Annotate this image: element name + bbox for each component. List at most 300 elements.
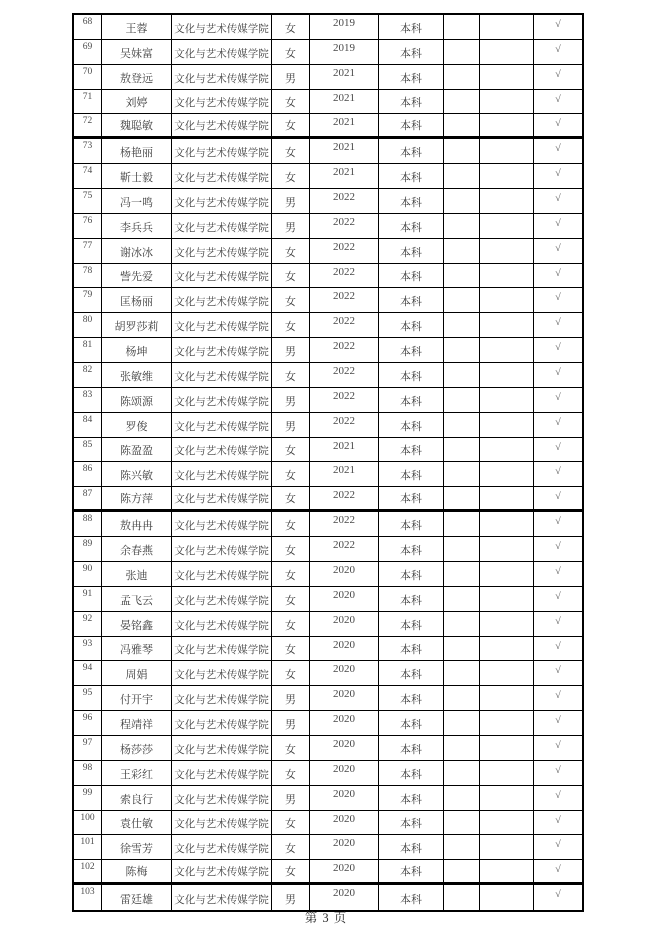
cell-check-row-101: √ xyxy=(534,835,582,860)
cell-college-row-79: 文化与艺术传媒学院 xyxy=(172,288,272,313)
cell-degree-row-75: 本科 xyxy=(379,189,444,214)
cell-blank2-row-74 xyxy=(480,164,534,189)
cell-check-row-76: √ xyxy=(534,214,582,239)
cell-gender-row-76: 男 xyxy=(272,214,310,239)
cell-gender-row-75: 男 xyxy=(272,189,310,214)
cell-gender-row-70: 男 xyxy=(272,65,310,90)
cell-blank2-row-79 xyxy=(480,288,534,313)
cell-degree-row-72: 本科 xyxy=(379,114,444,139)
cell-blank2-row-95 xyxy=(480,686,534,711)
cell-degree-row-81: 本科 xyxy=(379,338,444,363)
cell-name-row-74: 靳士毅 xyxy=(102,164,172,189)
cell-degree-row-76: 本科 xyxy=(379,214,444,239)
cell-name-row-103: 雷廷雄 xyxy=(102,885,172,910)
cell-college-row-103: 文化与艺术传媒学院 xyxy=(172,885,272,910)
cell-degree-row-99: 本科 xyxy=(379,786,444,811)
cell-college-row-93: 文化与艺术传媒学院 xyxy=(172,637,272,662)
cell-num-row-73: 73 xyxy=(74,139,102,164)
cell-blank2-row-76 xyxy=(480,214,534,239)
cell-year-row-76: 2022 xyxy=(310,214,379,239)
cell-num-row-70: 70 xyxy=(74,65,102,90)
cell-blank1-row-85 xyxy=(444,438,480,463)
cell-gender-row-91: 女 xyxy=(272,587,310,612)
cell-year-row-69: 2019 xyxy=(310,40,379,65)
cell-blank1-row-88 xyxy=(444,512,480,537)
cell-blank1-row-96 xyxy=(444,711,480,736)
cell-gender-row-100: 女 xyxy=(272,811,310,836)
cell-degree-row-70: 本科 xyxy=(379,65,444,90)
cell-check-row-98: √ xyxy=(534,761,582,786)
cell-num-row-76: 76 xyxy=(74,214,102,239)
cell-gender-row-86: 女 xyxy=(272,462,310,487)
cell-degree-row-97: 本科 xyxy=(379,736,444,761)
cell-gender-row-81: 男 xyxy=(272,338,310,363)
cell-blank1-row-75 xyxy=(444,189,480,214)
cell-name-row-97: 杨莎莎 xyxy=(102,736,172,761)
cell-college-row-100: 文化与艺术传媒学院 xyxy=(172,811,272,836)
cell-blank2-row-69 xyxy=(480,40,534,65)
cell-year-row-73: 2021 xyxy=(310,139,379,164)
cell-degree-row-69: 本科 xyxy=(379,40,444,65)
cell-name-row-100: 袁仕敏 xyxy=(102,811,172,836)
cell-year-row-83: 2022 xyxy=(310,388,379,413)
cell-gender-row-97: 女 xyxy=(272,736,310,761)
cell-year-row-80: 2022 xyxy=(310,313,379,338)
cell-college-row-72: 文化与艺术传媒学院 xyxy=(172,114,272,139)
cell-check-row-74: √ xyxy=(534,164,582,189)
cell-year-row-95: 2020 xyxy=(310,686,379,711)
cell-degree-row-96: 本科 xyxy=(379,711,444,736)
cell-check-row-85: √ xyxy=(534,438,582,463)
cell-college-row-95: 文化与艺术传媒学院 xyxy=(172,686,272,711)
cell-degree-row-74: 本科 xyxy=(379,164,444,189)
cell-blank2-row-96 xyxy=(480,711,534,736)
cell-num-row-72: 72 xyxy=(74,114,102,139)
cell-check-row-96: √ xyxy=(534,711,582,736)
cell-num-row-88: 88 xyxy=(74,512,102,537)
cell-name-row-98: 王彩红 xyxy=(102,761,172,786)
cell-gender-row-102: 女 xyxy=(272,860,310,885)
cell-blank1-row-84 xyxy=(444,413,480,438)
cell-check-row-83: √ xyxy=(534,388,582,413)
cell-check-row-70: √ xyxy=(534,65,582,90)
cell-num-row-97: 97 xyxy=(74,736,102,761)
cell-college-row-98: 文化与艺术传媒学院 xyxy=(172,761,272,786)
cell-college-row-68: 文化与艺术传媒学院 xyxy=(172,15,272,40)
cell-name-row-70: 敖登远 xyxy=(102,65,172,90)
cell-blank2-row-83 xyxy=(480,388,534,413)
cell-blank2-row-70 xyxy=(480,65,534,90)
cell-blank2-row-94 xyxy=(480,661,534,686)
cell-num-row-79: 79 xyxy=(74,288,102,313)
cell-blank1-row-100 xyxy=(444,811,480,836)
cell-blank1-row-103 xyxy=(444,885,480,910)
cell-check-row-84: √ xyxy=(534,413,582,438)
cell-college-row-80: 文化与艺术传媒学院 xyxy=(172,313,272,338)
cell-blank2-row-99 xyxy=(480,786,534,811)
cell-num-row-101: 101 xyxy=(74,835,102,860)
cell-blank2-row-81 xyxy=(480,338,534,363)
cell-blank2-row-68 xyxy=(480,15,534,40)
cell-name-row-84: 罗俊 xyxy=(102,413,172,438)
cell-num-row-87: 87 xyxy=(74,487,102,512)
cell-year-row-70: 2021 xyxy=(310,65,379,90)
cell-check-row-79: √ xyxy=(534,288,582,313)
cell-degree-row-86: 本科 xyxy=(379,462,444,487)
cell-blank2-row-72 xyxy=(480,114,534,139)
cell-year-row-96: 2020 xyxy=(310,711,379,736)
cell-num-row-71: 71 xyxy=(74,90,102,115)
cell-year-row-94: 2020 xyxy=(310,661,379,686)
cell-blank2-row-87 xyxy=(480,487,534,512)
cell-year-row-75: 2022 xyxy=(310,189,379,214)
cell-check-row-82: √ xyxy=(534,363,582,388)
cell-blank2-row-100 xyxy=(480,811,534,836)
cell-num-row-75: 75 xyxy=(74,189,102,214)
cell-gender-row-90: 女 xyxy=(272,562,310,587)
cell-year-row-101: 2020 xyxy=(310,835,379,860)
cell-blank1-row-68 xyxy=(444,15,480,40)
cell-blank2-row-97 xyxy=(480,736,534,761)
cell-num-row-92: 92 xyxy=(74,612,102,637)
cell-year-row-71: 2021 xyxy=(310,90,379,115)
cell-year-row-87: 2022 xyxy=(310,487,379,512)
cell-check-row-78: √ xyxy=(534,264,582,289)
cell-check-row-77: √ xyxy=(534,239,582,264)
cell-college-row-91: 文化与艺术传媒学院 xyxy=(172,587,272,612)
cell-num-row-103: 103 xyxy=(74,885,102,910)
cell-name-row-99: 索良行 xyxy=(102,786,172,811)
cell-blank2-row-71 xyxy=(480,90,534,115)
cell-college-row-70: 文化与艺术传媒学院 xyxy=(172,65,272,90)
cell-name-row-90: 张迪 xyxy=(102,562,172,587)
cell-blank2-row-75 xyxy=(480,189,534,214)
cell-name-row-92: 晏铭鑫 xyxy=(102,612,172,637)
cell-year-row-72: 2021 xyxy=(310,114,379,139)
cell-name-row-87: 陈方萍 xyxy=(102,487,172,512)
cell-gender-row-80: 女 xyxy=(272,313,310,338)
cell-check-row-90: √ xyxy=(534,562,582,587)
cell-num-row-78: 78 xyxy=(74,264,102,289)
cell-degree-row-100: 本科 xyxy=(379,811,444,836)
cell-name-row-86: 陈兴敏 xyxy=(102,462,172,487)
cell-blank1-row-102 xyxy=(444,860,480,885)
cell-college-row-102: 文化与艺术传媒学院 xyxy=(172,860,272,885)
cell-gender-row-72: 女 xyxy=(272,114,310,139)
cell-year-row-93: 2020 xyxy=(310,637,379,662)
cell-num-row-84: 84 xyxy=(74,413,102,438)
cell-college-row-71: 文化与艺术传媒学院 xyxy=(172,90,272,115)
cell-blank1-row-71 xyxy=(444,90,480,115)
cell-blank1-row-69 xyxy=(444,40,480,65)
cell-num-row-68: 68 xyxy=(74,15,102,40)
cell-name-row-96: 程靖祥 xyxy=(102,711,172,736)
cell-name-row-95: 付开宇 xyxy=(102,686,172,711)
cell-college-row-89: 文化与艺术传媒学院 xyxy=(172,537,272,562)
cell-college-row-97: 文化与艺术传媒学院 xyxy=(172,736,272,761)
page-number-footer: 第 3 页 xyxy=(304,911,348,925)
cell-name-row-88: 敖冉冉 xyxy=(102,512,172,537)
cell-name-row-80: 胡罗莎莉 xyxy=(102,313,172,338)
cell-gender-row-73: 女 xyxy=(272,139,310,164)
cell-degree-row-77: 本科 xyxy=(379,239,444,264)
cell-year-row-82: 2022 xyxy=(310,363,379,388)
cell-gender-row-101: 女 xyxy=(272,835,310,860)
cell-name-row-102: 陈梅 xyxy=(102,860,172,885)
cell-name-row-76: 李兵兵 xyxy=(102,214,172,239)
cell-blank1-row-93 xyxy=(444,637,480,662)
cell-blank1-row-86 xyxy=(444,462,480,487)
cell-check-row-95: √ xyxy=(534,686,582,711)
cell-name-row-68: 王蓉 xyxy=(102,15,172,40)
cell-num-row-95: 95 xyxy=(74,686,102,711)
cell-degree-row-102: 本科 xyxy=(379,860,444,885)
cell-check-row-103: √ xyxy=(555,889,561,901)
cell-num-row-77: 77 xyxy=(74,239,102,264)
cell-gender-row-68: 女 xyxy=(272,15,310,40)
cell-name-row-73: 杨艳丽 xyxy=(102,139,172,164)
cell-num-row-69: 69 xyxy=(74,40,102,65)
cell-num-row-96: 96 xyxy=(74,711,102,736)
cell-check-row-72: √ xyxy=(534,114,582,139)
cell-check-row-92: √ xyxy=(534,612,582,637)
cell-college-row-73: 文化与艺术传媒学院 xyxy=(172,139,272,164)
cell-name-row-93: 冯雅琴 xyxy=(102,637,172,662)
cell-num-row-94: 94 xyxy=(74,661,102,686)
cell-degree-row-88: 本科 xyxy=(379,512,444,537)
cell-college-row-87: 文化与艺术传媒学院 xyxy=(172,487,272,512)
cell-year-row-98: 2020 xyxy=(310,761,379,786)
cell-blank2-row-78 xyxy=(480,264,534,289)
cell-blank1-row-91 xyxy=(444,587,480,612)
cell-college-row-101: 文化与艺术传媒学院 xyxy=(172,835,272,860)
cell-gender-row-87: 女 xyxy=(272,487,310,512)
cell-degree-row-79: 本科 xyxy=(379,288,444,313)
cell-degree-row-82: 本科 xyxy=(379,363,444,388)
cell-college-row-94: 文化与艺术传媒学院 xyxy=(172,661,272,686)
cell-num-row-99: 99 xyxy=(74,786,102,811)
cell-blank1-row-99 xyxy=(444,786,480,811)
cell-college-row-74: 文化与艺术传媒学院 xyxy=(172,164,272,189)
cell-blank2-row-84 xyxy=(480,413,534,438)
cell-gender-row-69: 女 xyxy=(272,40,310,65)
cell-college-row-76: 文化与艺术传媒学院 xyxy=(172,214,272,239)
cell-college-row-86: 文化与艺术传媒学院 xyxy=(172,462,272,487)
cell-degree-row-94: 本科 xyxy=(379,661,444,686)
cell-check-row-91: √ xyxy=(534,587,582,612)
cell-degree-row-90: 本科 xyxy=(379,562,444,587)
cell-year-row-88: 2022 xyxy=(310,512,379,537)
cell-name-row-83: 陈颂源 xyxy=(102,388,172,413)
cell-year-row-68: 2019 xyxy=(310,15,379,40)
cell-degree-row-103: 本科 xyxy=(379,885,444,910)
cell-degree-row-71: 本科 xyxy=(379,90,444,115)
cell-year-row-77: 2022 xyxy=(310,239,379,264)
cell-blank1-row-82 xyxy=(444,363,480,388)
cell-college-row-83: 文化与艺术传媒学院 xyxy=(172,388,272,413)
cell-name-row-75: 冯一鸣 xyxy=(102,189,172,214)
cell-blank2-row-85 xyxy=(480,438,534,463)
cell-year-row-91: 2020 xyxy=(310,587,379,612)
cell-blank1-row-72 xyxy=(444,114,480,139)
student-roster-table xyxy=(72,13,584,912)
cell-year-row-89: 2022 xyxy=(310,537,379,562)
cell-blank2-row-88 xyxy=(480,512,534,537)
cell-gender-row-94: 女 xyxy=(272,661,310,686)
cell-blank2-row-101 xyxy=(480,835,534,860)
cell-college-row-84: 文化与艺术传媒学院 xyxy=(172,413,272,438)
cell-name-row-91: 孟飞云 xyxy=(102,587,172,612)
cell-num-row-80: 80 xyxy=(74,313,102,338)
cell-num-row-83: 83 xyxy=(74,388,102,413)
cell-check-row-68: √ xyxy=(534,15,582,40)
cell-gender-row-96: 男 xyxy=(272,711,310,736)
cell-college-row-82: 文化与艺术传媒学院 xyxy=(172,363,272,388)
cell-blank2-row-90 xyxy=(480,562,534,587)
cell-blank1-row-80 xyxy=(444,313,480,338)
cell-check-row-100: √ xyxy=(534,811,582,836)
cell-blank1-row-83 xyxy=(444,388,480,413)
cell-gender-row-98: 女 xyxy=(272,761,310,786)
cell-college-row-92: 文化与艺术传媒学院 xyxy=(172,612,272,637)
cell-year-row-81: 2022 xyxy=(310,338,379,363)
cell-degree-row-73: 本科 xyxy=(379,139,444,164)
cell-blank2-row-92 xyxy=(480,612,534,637)
cell-check-row-94: √ xyxy=(534,661,582,686)
cell-blank2-row-82 xyxy=(480,363,534,388)
cell-year-row-86: 2021 xyxy=(310,462,379,487)
cell-year-row-100: 2020 xyxy=(310,811,379,836)
cell-degree-row-78: 本科 xyxy=(379,264,444,289)
cell-blank1-row-101 xyxy=(444,835,480,860)
cell-degree-row-87: 本科 xyxy=(379,487,444,512)
cell-blank1-row-78 xyxy=(444,264,480,289)
cell-gender-row-88: 女 xyxy=(272,512,310,537)
cell-gender-row-85: 女 xyxy=(272,438,310,463)
cell-blank1-row-73 xyxy=(444,139,480,164)
cell-degree-row-93: 本科 xyxy=(379,637,444,662)
cell-blank1-row-81 xyxy=(444,338,480,363)
cell-college-row-69: 文化与艺术传媒学院 xyxy=(172,40,272,65)
cell-num-row-82: 82 xyxy=(74,363,102,388)
cell-college-row-78: 文化与艺术传媒学院 xyxy=(172,264,272,289)
cell-name-row-79: 匡杨丽 xyxy=(102,288,172,313)
cell-college-row-99: 文化与艺术传媒学院 xyxy=(172,786,272,811)
cell-check-row-99: √ xyxy=(534,786,582,811)
cell-degree-row-85: 本科 xyxy=(379,438,444,463)
cell-blank2-row-93 xyxy=(480,637,534,662)
cell-blank1-row-94 xyxy=(444,661,480,686)
cell-blank1-row-87 xyxy=(444,487,480,512)
cell-college-row-85: 文化与艺术传媒学院 xyxy=(172,438,272,463)
cell-check-row-87: √ xyxy=(534,487,582,512)
cell-blank2-row-102 xyxy=(480,860,534,885)
cell-name-row-89: 余春燕 xyxy=(102,537,172,562)
cell-blank1-row-76 xyxy=(444,214,480,239)
cell-degree-row-83: 本科 xyxy=(379,388,444,413)
cell-gender-row-82: 女 xyxy=(272,363,310,388)
cell-name-row-72: 魏聪敏 xyxy=(102,114,172,139)
cell-year-row-74: 2021 xyxy=(310,164,379,189)
cell-degree-row-101: 本科 xyxy=(379,835,444,860)
cell-year-row-78: 2022 xyxy=(310,264,379,289)
cell-gender-row-71: 女 xyxy=(272,90,310,115)
cell-degree-row-84: 本科 xyxy=(379,413,444,438)
cell-check-row-89: √ xyxy=(534,537,582,562)
cell-num-row-98: 98 xyxy=(74,761,102,786)
cell-gender-row-89: 女 xyxy=(272,537,310,562)
cell-year-row-99: 2020 xyxy=(310,786,379,811)
cell-num-row-74: 74 xyxy=(74,164,102,189)
cell-name-row-85: 陈盈盈 xyxy=(102,438,172,463)
cell-name-row-78: 訾先爱 xyxy=(102,264,172,289)
cell-gender-row-78: 女 xyxy=(272,264,310,289)
cell-year-row-92: 2020 xyxy=(310,612,379,637)
cell-blank2-row-103 xyxy=(480,885,534,910)
cell-num-row-86: 86 xyxy=(74,462,102,487)
cell-blank1-row-92 xyxy=(444,612,480,637)
cell-blank2-row-91 xyxy=(480,587,534,612)
cell-gender-row-103: 男 xyxy=(272,885,310,910)
cell-gender-row-99: 男 xyxy=(272,786,310,811)
cell-gender-row-79: 女 xyxy=(272,288,310,313)
cell-num-row-81: 81 xyxy=(74,338,102,363)
cell-college-row-75: 文化与艺术传媒学院 xyxy=(172,189,272,214)
cell-gender-row-84: 男 xyxy=(272,413,310,438)
cell-blank1-row-74 xyxy=(444,164,480,189)
cell-year-row-97: 2020 xyxy=(310,736,379,761)
cell-college-row-88: 文化与艺术传媒学院 xyxy=(172,512,272,537)
cell-blank2-row-77 xyxy=(480,239,534,264)
cell-name-row-81: 杨坤 xyxy=(102,338,172,363)
cell-degree-row-98: 本科 xyxy=(379,761,444,786)
cell-blank1-row-89 xyxy=(444,537,480,562)
cell-name-row-69: 吴妹富 xyxy=(102,40,172,65)
cell-name-row-77: 谢冰冰 xyxy=(102,239,172,264)
cell-degree-row-91: 本科 xyxy=(379,587,444,612)
cell-college-row-77: 文化与艺术传媒学院 xyxy=(172,239,272,264)
cell-blank2-row-98 xyxy=(480,761,534,786)
cell-name-row-82: 张敏维 xyxy=(102,363,172,388)
cell-blank1-row-77 xyxy=(444,239,480,264)
cell-name-row-101: 徐雪芳 xyxy=(102,835,172,860)
cell-year-row-103: 2020 xyxy=(310,885,379,910)
cell-year-row-85: 2021 xyxy=(310,438,379,463)
cell-num-row-102: 102 xyxy=(74,860,102,885)
cell-num-row-90: 90 xyxy=(74,562,102,587)
cell-blank1-row-98 xyxy=(444,761,480,786)
cell-blank1-row-97 xyxy=(444,736,480,761)
cell-num-row-100: 100 xyxy=(74,811,102,836)
cell-blank1-row-70 xyxy=(444,65,480,90)
cell-blank1-row-95 xyxy=(444,686,480,711)
cell-check-row-93: √ xyxy=(534,637,582,662)
cell-degree-row-89: 本科 xyxy=(379,537,444,562)
cell-check-row-102: √ xyxy=(534,860,582,885)
cell-year-row-102: 2020 xyxy=(310,860,379,885)
cell-check-row-75: √ xyxy=(534,189,582,214)
cell-num-row-91: 91 xyxy=(74,587,102,612)
cell-degree-row-80: 本科 xyxy=(379,313,444,338)
cell-blank2-row-80 xyxy=(480,313,534,338)
cell-check-row-97: √ xyxy=(534,736,582,761)
cell-blank1-row-90 xyxy=(444,562,480,587)
cell-college-row-90: 文化与艺术传媒学院 xyxy=(172,562,272,587)
cell-blank1-row-79 xyxy=(444,288,480,313)
cell-check-row-73: √ xyxy=(534,139,582,164)
cell-name-row-71: 刘婷 xyxy=(102,90,172,115)
cell-college-row-96: 文化与艺术传媒学院 xyxy=(172,711,272,736)
